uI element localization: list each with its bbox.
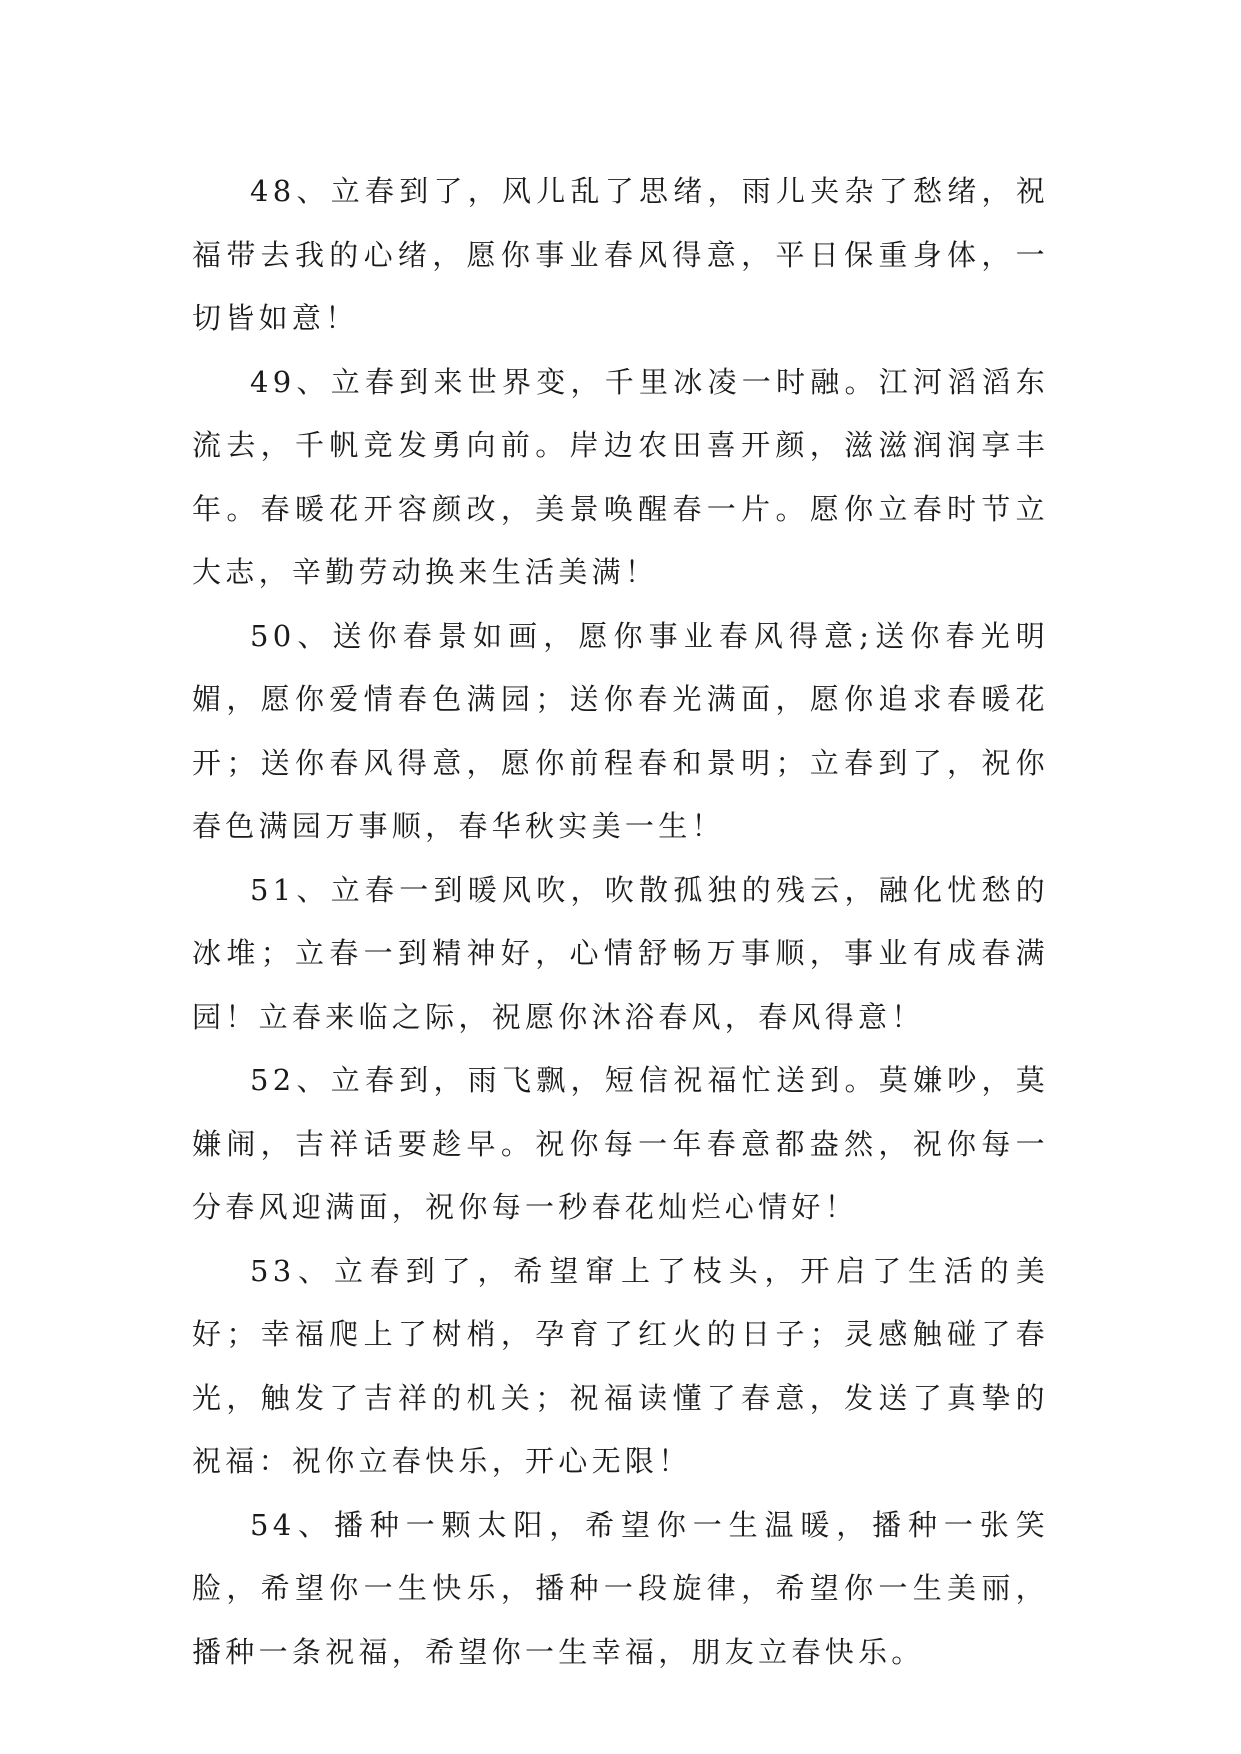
paragraph-52: 52、立春到，雨飞飘，短信祝福忙送到。莫嫌吵，莫嫌闹，吉祥话要趁早。祝你每一年春意都盎然，祝你每一分春风迎满面，祝你每一秒春花灿烂心情好！ xyxy=(192,1063,1049,1224)
document-body xyxy=(192,160,1049,1684)
paragraph-53: 53、立春到了，希望窜上了枝头，开启了生活的美好；幸福爬上了树梢，孕育了红火的日子；灵感触碰了春光，触发了吉祥的机关；祝福读懂了春意，发送了真挚的祝福：祝你立春快乐，开心无限！ xyxy=(192,1253,1049,1478)
paragraph-50: 50、送你春景如画，愿你事业春风得意;送你春光明媚，愿你爱情春色满园；送你春光满面，愿你追求春暖花开；送你春风得意，愿你前程春和景明；立春到了，祝你春色满园万事顺，春华秋实美一生！ xyxy=(192,618,1049,843)
paragraph-48: 48、立春到了，风儿乱了思绪，雨儿夹杂了愁绪，祝福带去我的心绪，愿你事业春风得意，平日保重身体，一切皆如意！ xyxy=(192,174,1049,335)
paragraph-54: 54、播种一颗太阳，希望你一生温暖，播种一张笑脸，希望你一生快乐，播种一段旋律，希望你一生美丽，播种一条祝福，希望你一生幸福，朋友立春快乐。 xyxy=(192,1507,1049,1669)
paragraph-51: 51、立春一到暖风吹，吹散孤独的残云，融化忧愁的冰堆；立春一到精神好，心情舒畅万事顺，事业有成春满园！立春来临之际，祝愿你沐浴春风，春风得意！ xyxy=(192,872,1049,1034)
paragraph-49: 49、立春到来世界变，千里冰凌一时融。江河滔滔东流去，千帆竞发勇向前。岸边农田喜开颜，滋滋润润享丰年。春暖花开容颜改，美景唤醒春一片。愿你立春时节立大志，辛勤劳动换来生活美满！ xyxy=(192,364,1049,589)
